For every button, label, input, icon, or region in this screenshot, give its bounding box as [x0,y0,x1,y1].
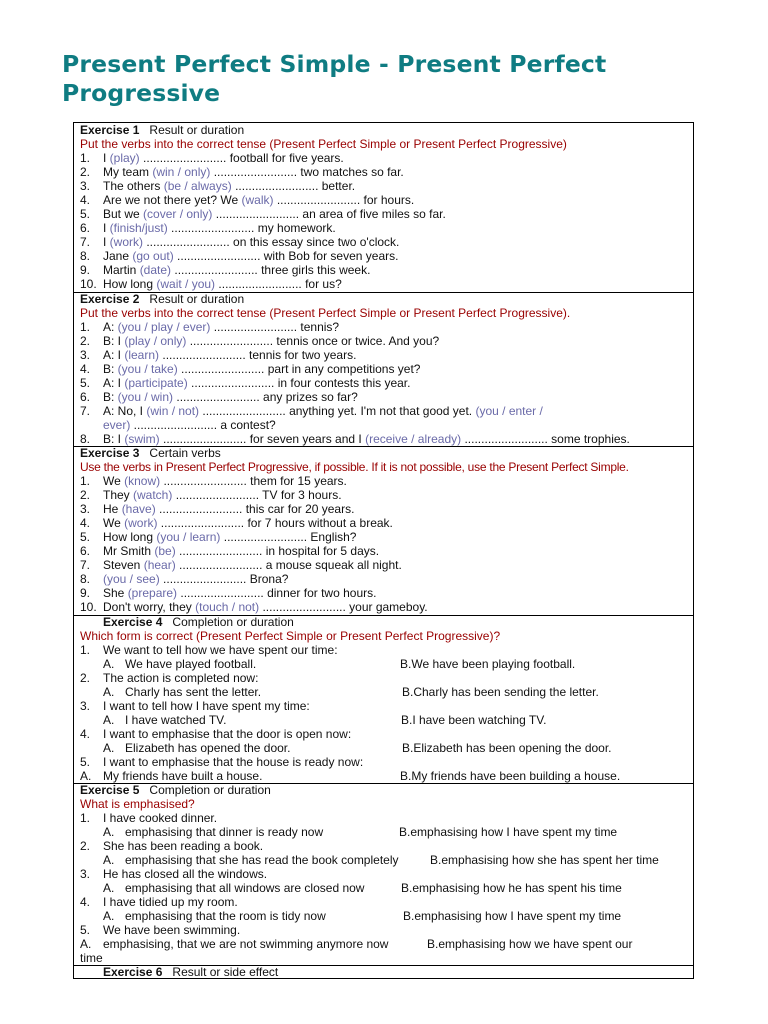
exercise-5-section [74,783,693,966]
option-label: A. [80,937,92,951]
question-text: I have cooked dinner. [103,811,218,825]
option-label: B. [402,741,414,755]
question-item [80,755,691,769]
question-text: She has been reading a book. [103,839,264,853]
option-a [103,909,326,923]
verb-prompt: (learn) [124,348,160,362]
exercise-heading: Certain verbs [149,446,221,460]
option-text: Elizabeth has opened the door. [125,741,291,755]
item-text: But we [103,207,144,221]
option-label: A. [103,741,115,755]
question-item [80,362,691,376]
option-label: B. [430,853,442,867]
item-text: A: [103,320,118,334]
question-item [80,600,691,614]
verb-prompt: (walk) [241,193,274,207]
question-item [80,221,691,235]
item-text: ......................... on this essay since two o'clock. [143,235,400,249]
question-item [80,193,691,207]
item-text: Martin [103,263,140,277]
option-label: A. [103,713,115,727]
option-text: Charly has been sending the letter. [413,685,599,699]
question-item [80,207,691,221]
exercise-instruction: What is emphasised? [80,797,195,811]
verb-prompt: (you / win) [117,390,174,404]
exercise-instruction: Which form is correct (Present Perfect Simple or Present Perfect Progressive)? [80,629,501,643]
exercise-number: Exercise 1 [80,123,140,137]
question-item [80,867,691,881]
item-text: ......................... TV for 3 hours. [172,488,342,502]
item-text: She [103,586,128,600]
item-text: B: I [103,334,125,348]
option-b [402,741,612,755]
item-number: 8. [80,249,91,263]
item-number: 4. [80,516,91,530]
item-text: ......................... in four contests this year. [187,376,411,390]
exercise-3-section [74,446,693,616]
question-item [80,165,691,179]
exercise-6-section [74,965,693,980]
option-label: B. [400,657,412,671]
option-label: A. [103,909,115,923]
item-number: 9. [80,586,91,600]
answer-options [103,713,691,727]
item-number: 4. [80,727,91,741]
exercise-number: Exercise 6 [103,965,163,979]
item-text: How long [103,530,157,544]
option-label: B. [403,909,415,923]
item-number: 7. [80,235,91,249]
verb-prompt: (you / play / ever) [117,320,211,334]
exercise-6-header [103,965,691,979]
option-label: A. [103,881,115,895]
question-text: We have been swimming. [103,923,241,937]
option-b [430,853,659,867]
option-b [402,685,599,699]
option-a [103,713,226,727]
item-text: ......................... my homework. [167,221,336,235]
option-text: emphasising how she has spent her time [441,853,659,867]
item-number: 4. [80,895,91,909]
exercise-2-header [80,292,691,306]
question-item [80,516,691,530]
item-text: A: No, I [103,404,147,418]
item-number: 3. [80,179,91,193]
question-item [80,895,691,909]
question-item [80,586,691,600]
question-text: I have tidied up my room. [103,895,238,909]
item-text: ......................... a contest? [130,418,276,432]
item-number: 2. [80,165,91,179]
question-item [80,699,691,713]
exercise-3-header [80,446,691,460]
item-text: They [103,488,134,502]
item-number: 9. [80,263,91,277]
verb-prompt: (finish/just) [109,221,168,235]
option-b [401,713,546,727]
question-item [80,643,691,657]
answer-options [80,937,691,951]
verb-prompt: (swim) [124,432,160,446]
item-number: 4. [80,362,91,376]
verb-prompt: (you / enter / [475,404,543,418]
item-number: 3. [80,867,91,881]
option-label: A. [103,657,115,671]
verb-prompt: (date) [139,263,172,277]
item-number: 8. [80,432,91,446]
item-number: 7. [80,404,91,418]
question-item [80,671,691,685]
item-number: 5. [80,755,91,769]
item-text: ......................... for 7 hours without a break. [157,516,393,530]
question-text: I want to emphasise that the door is open now: [103,727,352,741]
answer-options [80,769,691,783]
option-a [103,881,364,895]
option-text: We have played football. [125,657,257,671]
worksheet-table [73,122,694,979]
item-text: ......................... two matches so far. [210,165,404,179]
item-number: 5. [80,376,91,390]
verb-prompt: (hear) [143,558,176,572]
item-number: 1. [80,811,91,825]
exercise-2-section [74,292,693,447]
item-text: B: [103,390,118,404]
question-item [80,348,691,362]
option-text: emphasising, that we are not swimming anymore now [103,937,389,951]
item-text: Are we not there yet? We [103,193,242,207]
exercise-1-header [80,123,691,137]
page-title: Present Perfect Simple - Present Perfect Progressive [62,50,607,107]
item-number: 8. [80,572,91,586]
option-b [401,881,622,895]
item-text: ......................... football for five years. [139,151,344,165]
answer-options [103,853,691,867]
item-text: ......................... tennis? [210,320,340,334]
question-item [80,572,691,586]
answer-options [103,881,691,895]
item-text: Jane [103,249,133,263]
item-text: ......................... dinner for two hours. [177,586,377,600]
option-a [103,741,290,755]
item-text: The others [103,179,164,193]
exercise-instruction: Put the verbs into the correct tense (Present Perfect Simple or Present Perfect Progressive) [80,137,567,151]
exercise-number: Exercise 5 [80,783,140,797]
verb-prompt: (go out) [132,249,174,263]
exercise-4-section [74,615,693,784]
item-number: 6. [80,221,91,235]
question-item [80,727,691,741]
verb-prompt: (touch / not) [195,600,260,614]
verb-prompt: (you / see) [103,572,160,586]
option-text: emphasising that she has read the book completely [125,853,399,867]
item-text: How long [103,277,157,291]
question-item [80,151,691,165]
verb-prompt: (work) [109,235,143,249]
exercise-1-section [74,123,693,293]
question-item [80,179,691,193]
verb-prompt: (watch) [133,488,173,502]
item-number: 5. [80,923,91,937]
exercise-number: Exercise 4 [103,615,163,629]
question-item [80,390,691,404]
item-number: 2. [80,671,91,685]
item-number: 6. [80,544,91,558]
answer-options [103,657,691,671]
option-text: Charly has sent the letter. [125,685,262,699]
option-b [403,909,621,923]
exercise-instruction: Use the verbs in Present Perfect Progressive, if possible. If it is not possible, use the Present Perfect Simple. [80,460,629,474]
exercise-number: Exercise 3 [80,446,140,460]
option-b [399,825,617,839]
item-text: He [103,502,122,516]
option-text: emphasising how we have spent our [438,937,633,951]
option-a [80,937,388,951]
verb-prompt: (you / learn) [156,530,221,544]
item-number: 1. [80,474,91,488]
option-label: B. [427,937,439,951]
answer-options [103,909,691,923]
item-text: ......................... a mouse squeak all night. [175,558,402,572]
item-number: 4. [80,193,91,207]
option-label: A. [80,769,92,783]
item-text: We [103,474,125,488]
exercise-heading: Completion or duration [172,615,294,629]
item-number: 5. [80,530,91,544]
option-label: A. [103,685,115,699]
item-text: A: I [103,376,125,390]
item-text: ......................... for hours. [273,193,415,207]
exercise-4-header [103,615,691,629]
item-text: ......................... your gameboy. [259,600,428,614]
question-item [80,474,691,488]
question-text: We want to tell how we have spent our time: [103,643,338,657]
verb-prompt: (have) [121,502,156,516]
verb-prompt: (receive / already) [365,432,462,446]
question-text: I want to emphasise that the house is ready now: [103,755,364,769]
option-text: My friends have been building a house. [411,769,621,783]
item-number: 5. [80,207,91,221]
item-number: 10. [80,277,97,291]
option-text: Elizabeth has been opening the door. [413,741,612,755]
question-item [80,544,691,558]
question-item [80,263,691,277]
verb-prompt: (work) [124,516,158,530]
item-number: 1. [80,643,91,657]
question-item [80,432,691,446]
item-text: ......................... English? [220,530,357,544]
exercise-5-header [80,783,691,797]
option-b [427,937,632,951]
question-item [80,811,691,825]
option-a [103,825,323,839]
answer-options [103,685,691,699]
exercise-heading: Result or duration [149,292,245,306]
question-item [80,502,691,516]
item-text: I [103,235,110,249]
item-text: ......................... with Bob for seven years. [173,249,399,263]
verb-prompt: ever) [103,418,131,432]
option-text: I have watched TV. [125,713,227,727]
item-text: ......................... some trophies. [461,432,630,446]
question-item [80,404,691,418]
question-item [80,923,691,937]
item-text: A: I [103,348,125,362]
item-text: ......................... three girls this week. [171,263,371,277]
item-number: 2. [80,334,91,348]
question-item [80,249,691,263]
item-text: B: I [103,432,125,446]
option-label: A. [103,853,115,867]
item-text: Mr Smith [103,544,155,558]
item-number: 3. [80,502,91,516]
question-item [80,277,691,291]
item-text: ......................... in hospital for 5 days. [175,544,380,558]
option-text: emphasising how I have spent my time [410,825,618,839]
item-text: My team [103,165,153,179]
verb-prompt: (play) [109,151,140,165]
item-text: B: [103,362,118,376]
verb-prompt: (you / take) [117,362,178,376]
item-number: 2. [80,488,91,502]
option-text: emphasising that all windows are closed now [125,881,365,895]
item-text: ......................... this car for 20 years. [155,502,355,516]
answer-options [103,825,691,839]
option-text: I have been watching TV. [412,713,547,727]
option-label: B. [399,825,411,839]
question-item [80,558,691,572]
question-item [80,839,691,853]
item-number: 6. [80,390,91,404]
item-text: ......................... Brona? [159,572,289,586]
exercise-instruction: Put the verbs into the correct tense (Present Perfect Simple or Present Perfect Progressive). [80,306,571,320]
exercise-heading: Completion or duration [149,783,271,797]
verb-prompt: (participate) [124,376,188,390]
question-item [80,320,691,334]
question-text: I want to tell how I have spent my time: [103,699,310,713]
exercise-number: Exercise 2 [80,292,140,306]
option-label: B. [400,769,412,783]
option-text: emphasising that dinner is ready now [125,825,324,839]
verb-prompt: (wait / you) [156,277,216,291]
item-text: I [103,151,110,165]
option-text: We have been playing football. [411,657,576,671]
question-item-continued [103,418,691,432]
answer-options [103,741,691,755]
item-text: Don't worry, they [103,600,196,614]
item-text: ......................... any prizes so far? [173,390,358,404]
option-label: A. [103,825,115,839]
question-item [80,334,691,348]
option-a [103,657,256,671]
verb-prompt: (prepare) [127,586,178,600]
option-a [103,685,261,699]
verb-prompt: (be) [154,544,176,558]
verb-prompt: (win / only) [152,165,211,179]
item-text: ......................... anything yet. I'm not that good yet. [199,404,476,418]
item-text: I [103,221,110,235]
verb-prompt: (know) [124,474,161,488]
option-b [400,657,575,671]
verb-prompt: (play / only) [124,334,187,348]
item-text: ......................... an area of five miles so far. [212,207,446,221]
item-text: ......................... tennis once or twice. And you? [186,334,440,348]
option-text: emphasising how I have spent my time [414,909,622,923]
verb-prompt: (win / not) [146,404,200,418]
question-text: The action is completed now: [103,671,259,685]
item-number: 3. [80,699,91,713]
option-a [103,853,399,867]
exercise-heading: Result or duration [149,123,245,137]
item-number: 7. [80,558,91,572]
item-text: ......................... for seven years and I [159,432,366,446]
item-number: 3. [80,348,91,362]
item-number: 1. [80,151,91,165]
item-text: ......................... tennis for two years. [159,348,357,362]
question-item [80,235,691,249]
item-number: 1. [80,320,91,334]
option-b [400,769,620,783]
exercise-heading: Result or side effect [172,965,279,979]
question-item [80,488,691,502]
option-label: B. [401,881,413,895]
item-text: ......................... them for 15 years. [160,474,347,488]
item-text: ......................... part in any competitions yet? [177,362,421,376]
option-text: emphasising that the room is tidy now [125,909,326,923]
option-text: emphasising how he has spent his time [412,881,622,895]
option-a [80,769,262,783]
item-text: ......................... better. [231,179,356,193]
item-text: ......................... for us? [215,277,342,291]
answer-continued: time [80,951,103,965]
question-text: He has closed all the windows. [103,867,268,881]
option-text: My friends have built a house. [103,769,263,783]
option-label: B. [401,713,413,727]
option-label: B. [402,685,414,699]
question-item [80,376,691,390]
item-text: We [103,516,125,530]
item-number: 10. [80,600,97,614]
item-text: Steven [103,558,144,572]
verb-prompt: (cover / only) [143,207,213,221]
question-item [80,530,691,544]
verb-prompt: (be / always) [163,179,232,193]
item-number: 2. [80,839,91,853]
